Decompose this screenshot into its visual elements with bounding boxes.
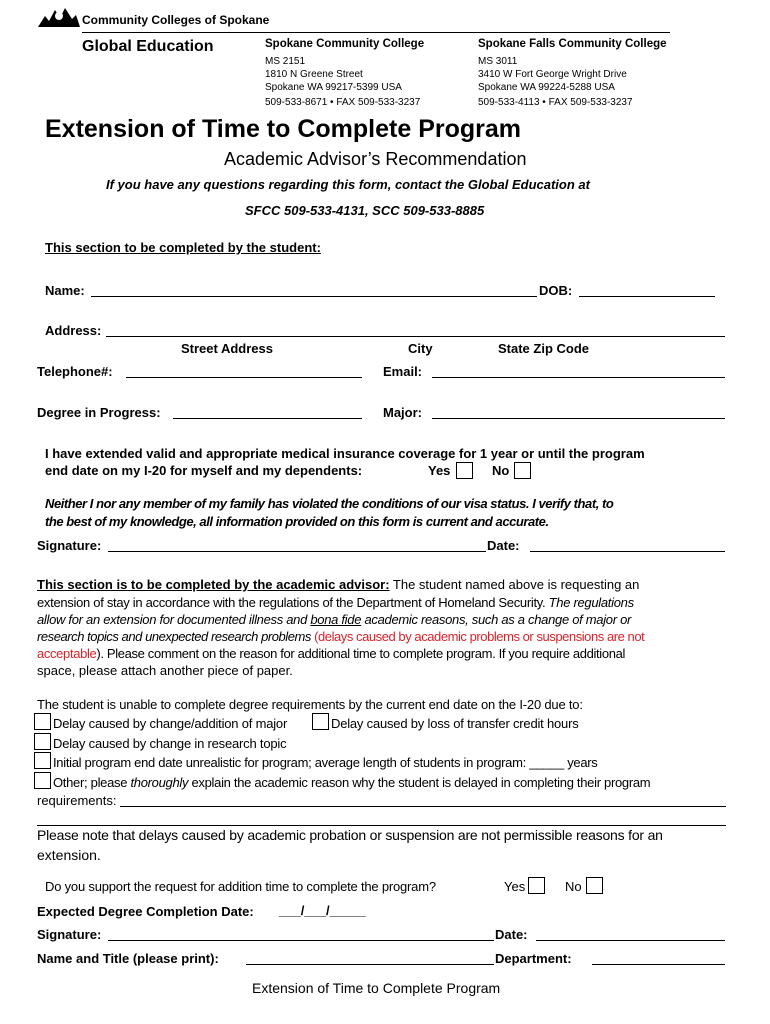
reason-research-checkbox[interactable] <box>34 733 51 750</box>
advisor-intro-line-2: extension of stay in accordance with the regulations of the Department of Homeland Security. The regulations <box>37 595 634 610</box>
reason-research-label: Delay caused by change in research topic <box>53 736 287 751</box>
support-no-checkbox[interactable] <box>586 877 603 894</box>
street-caption: Street Address <box>181 341 273 356</box>
insurance-no-label: No <box>492 463 510 478</box>
sfcc-ms: MS 3011 <box>478 56 518 67</box>
advisor-signature-label: Signature: <box>37 927 102 942</box>
declaration-line-2: the best of my knowledge, all information provided on this form is current and accurate. <box>45 514 549 529</box>
advisor-date-field[interactable] <box>536 940 725 941</box>
page-subtitle: Academic Advisor’s Recommendation <box>224 149 527 169</box>
expected-date-label: Expected Degree Completion Date: <box>37 904 254 919</box>
insurance-line-1: I have extended valid and appropriate medical insurance coverage for 1 year or until the program <box>45 446 645 461</box>
degree-field[interactable] <box>173 418 362 419</box>
scc-city: Spokane WA 99217-5399 USA <box>265 82 402 93</box>
reason-credits-label: Delay caused by loss of transfer credit hours <box>331 716 579 731</box>
email-field[interactable] <box>432 377 725 378</box>
scc-phone: 509-533-8671 • FAX 509-533-3237 <box>265 97 421 108</box>
sfcc-street: 3410 W Fort George Wright Drive <box>478 69 627 80</box>
declaration-line-1: Neither I nor any member of my family has violated the conditions of our visa status. I verify that, to <box>45 496 614 511</box>
major-label: Major: <box>383 405 422 420</box>
header-rule <box>82 32 670 33</box>
email-label: Email: <box>383 364 423 379</box>
reason-unrealistic-label: Initial program end date unrealistic for program; average length of students in program: _____ years <box>53 755 598 770</box>
name-title-label: Name and Title (please print): <box>37 951 219 966</box>
major-field[interactable] <box>432 418 725 419</box>
support-no-label: No <box>565 879 582 894</box>
advisor-intro-line-3: allow for an extension for documented illness and bona fide academic reasons, such as a change of major or <box>37 612 632 627</box>
reason-unrealistic-checkbox[interactable] <box>34 752 51 769</box>
name-field[interactable] <box>91 296 537 297</box>
note-line-1: Please note that delays caused by academic probation or suspension are not permissible reasons for an <box>37 827 663 843</box>
state-zip-caption: State Zip Code <box>498 341 590 356</box>
student-date-label: Date: <box>487 538 520 553</box>
scc-name: Spokane Community College <box>265 38 425 50</box>
department-label: Department: <box>495 951 572 966</box>
department-field[interactable] <box>592 964 725 965</box>
student-signature-field[interactable] <box>108 551 486 552</box>
requirements-label: requirements: <box>37 793 117 808</box>
page-footer: Extension of Time to Complete Program <box>252 980 501 996</box>
student-date-field[interactable] <box>530 551 725 552</box>
advisor-intro-line-4: research topics and unexpected research problems (delays caused by academic problems or suspensions are not <box>37 629 645 644</box>
contact-line-2: SFCC 509-533-4131, SCC 509-533-8885 <box>245 203 485 218</box>
name-title-field[interactable] <box>246 964 494 965</box>
advisor-signature-field[interactable] <box>108 940 494 941</box>
sfcc-name: Spokane Falls Community College <box>478 38 667 50</box>
degree-label: Degree in Progress: <box>37 405 161 420</box>
advisor-intro-line-6: space, please attach another piece of paper. <box>37 663 293 678</box>
dob-label: DOB: <box>539 283 573 298</box>
sfcc-phone: 509-533-4113 • FAX 509-533-3237 <box>478 97 633 108</box>
reason-major-checkbox[interactable] <box>34 713 51 730</box>
name-label: Name: <box>45 283 85 298</box>
city-caption: City <box>408 341 433 356</box>
reason-credits-checkbox[interactable] <box>312 713 329 730</box>
advisor-intro-line-1: This section is to be completed by the academic advisor: The student named above is requesting an <box>37 577 640 592</box>
scc-street: 1810 N Greene Street <box>265 69 363 80</box>
address-field[interactable] <box>106 336 725 337</box>
insurance-yes-label: Yes <box>428 463 451 478</box>
note-line-2: extension. <box>37 847 101 863</box>
sfcc-city: Spokane WA 99224-5288 USA <box>478 82 615 93</box>
advisor-date-label: Date: <box>495 927 528 942</box>
support-yes-checkbox[interactable] <box>528 877 545 894</box>
page-title: Extension of Time to Complete Program <box>45 115 522 143</box>
insurance-no-checkbox[interactable] <box>514 462 531 479</box>
contact-line-1: If you have any questions regarding this form, contact the Global Education at <box>106 177 590 192</box>
unable-line: The student is unable to complete degree requirements by the current end date on the I-20 due to: <box>37 697 583 712</box>
requirements-field-1[interactable] <box>120 806 726 807</box>
org-name: Community Colleges of Spokane <box>82 13 270 27</box>
address-label: Address: <box>45 323 102 338</box>
advisor-intro-line-5: acceptable). Please comment on the reason for additional time to complete program. If you require additional <box>37 646 626 661</box>
requirements-field-2[interactable] <box>37 825 726 826</box>
ccs-logo-icon <box>38 5 80 31</box>
reason-other-label: Other; please thoroughly explain the academic reason why the student is delayed in completing their program <box>53 775 651 790</box>
dob-field[interactable] <box>579 296 715 297</box>
insurance-yes-checkbox[interactable] <box>456 462 473 479</box>
insurance-line-2: end date on my I-20 for myself and my dependents: <box>45 463 363 478</box>
scc-ms: MS 2151 <box>265 56 306 67</box>
support-yes-label: Yes <box>504 879 526 894</box>
reason-major-label: Delay caused by change/addition of major <box>53 716 288 731</box>
student-section-heading: This section to be completed by the student: <box>45 240 321 255</box>
telephone-field[interactable] <box>126 377 362 378</box>
reason-other-checkbox[interactable] <box>34 772 51 789</box>
student-signature-label: Signature: <box>37 538 102 553</box>
expected-date-field[interactable]: ___/___/_____ <box>279 903 366 918</box>
advisor-section-heading: This section is to be completed by the academic advisor: <box>37 577 390 592</box>
support-question: Do you support the request for addition time to complete the program? <box>45 879 436 894</box>
telephone-label: Telephone#: <box>37 364 113 379</box>
dept-name: Global Education <box>82 38 214 55</box>
